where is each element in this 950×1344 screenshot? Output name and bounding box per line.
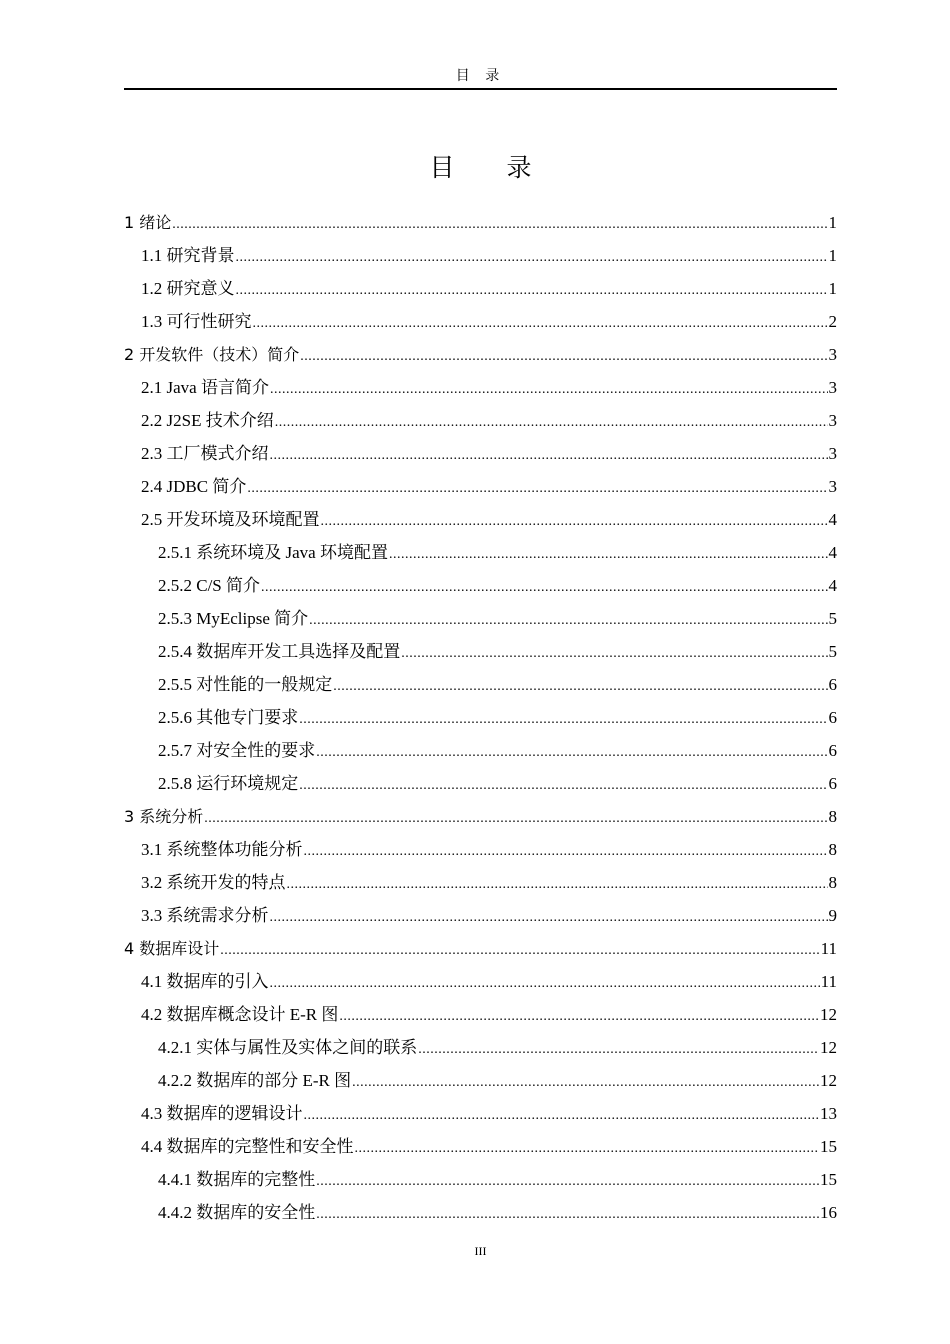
- toc-entry[interactable]: [124, 668, 837, 701]
- toc-entry-page: 3: [828, 345, 837, 364]
- toc-dot-leader: [275, 406, 828, 439]
- toc-entry-label: 1.1 研究背景: [141, 246, 235, 265]
- toc-entry[interactable]: [124, 404, 837, 437]
- toc-entry[interactable]: [124, 371, 837, 404]
- toc-entry-label: 2.5.6 其他专门要求: [158, 708, 299, 727]
- toc-entry-label: 2.5.3 MyEclipse 简介: [158, 609, 309, 628]
- toc-entry[interactable]: [124, 503, 837, 536]
- toc-entry[interactable]: [124, 470, 837, 503]
- toc-dot-leader: [418, 1033, 819, 1066]
- toc-dot-leader: [172, 208, 827, 241]
- toc-entry[interactable]: [124, 635, 837, 668]
- toc-entry[interactable]: [124, 1163, 837, 1196]
- toc-entry[interactable]: [124, 338, 837, 371]
- toc-dot-leader: [270, 373, 828, 406]
- toc-dot-leader: [304, 835, 828, 868]
- toc-entry[interactable]: [124, 206, 837, 239]
- toc-dot-leader: [270, 439, 828, 472]
- toc-entry[interactable]: [124, 866, 837, 899]
- toc-entry-page: 12: [820, 1005, 837, 1024]
- toc-entry-page: 1: [828, 213, 837, 232]
- toc-dot-leader: [204, 802, 827, 835]
- toc-dot-leader: [299, 703, 827, 736]
- toc-entry[interactable]: [124, 1130, 837, 1163]
- toc-entry-page: 4: [828, 543, 837, 562]
- toc-entry-page: 11: [820, 972, 837, 991]
- toc-entry-label: 4.4.2 数据库的安全性: [158, 1203, 316, 1222]
- toc-entry[interactable]: [124, 272, 837, 305]
- toc-dot-leader: [247, 472, 827, 505]
- toc-entry-page: 16: [820, 1203, 837, 1222]
- toc-entry[interactable]: [124, 305, 837, 338]
- toc-entry-label: 2 开发软件（技术）简介: [124, 345, 300, 364]
- toc-entry-label: 4.3 数据库的逻辑设计: [141, 1104, 303, 1123]
- toc-entry-label: 2.5.5 对性能的一般规定: [158, 675, 333, 694]
- toc-entry-page: 15: [820, 1170, 837, 1189]
- toc-entry[interactable]: [124, 767, 837, 800]
- toc-entry-label: 4.1 数据库的引入: [141, 972, 269, 991]
- toc-entry-label: 1 绪论: [124, 213, 172, 232]
- toc-entry-label: 2.3 工厂模式介绍: [141, 444, 269, 463]
- toc-dot-leader: [352, 1066, 819, 1099]
- toc-dot-leader: [300, 340, 827, 373]
- toc-dot-leader: [316, 1165, 819, 1198]
- header-rule: [124, 88, 837, 90]
- running-header: 目 录: [455, 69, 506, 84]
- toc-entry[interactable]: [124, 602, 837, 635]
- toc-entry-label: 2.5.8 运行环境规定: [158, 774, 299, 793]
- toc-dot-leader: [236, 241, 828, 274]
- toc-dot-leader: [287, 868, 828, 901]
- toc-list: [124, 206, 837, 1229]
- toc-dot-leader: [304, 1099, 820, 1132]
- toc-entry[interactable]: [124, 932, 837, 965]
- toc-entry[interactable]: [124, 998, 837, 1031]
- toc-entry-page: 4: [828, 510, 837, 529]
- toc-entry-page: 2: [828, 312, 837, 331]
- toc-entry-page: 6: [828, 774, 837, 793]
- toc-dot-leader: [270, 967, 820, 1000]
- toc-entry[interactable]: [124, 437, 837, 470]
- toc-entry[interactable]: [124, 239, 837, 272]
- toc-dot-leader: [270, 901, 828, 934]
- toc-dot-leader: [299, 769, 827, 802]
- toc-entry-label: 3.2 系统开发的特点: [141, 873, 286, 892]
- toc-dot-leader: [339, 1000, 819, 1033]
- toc-entry-label: 2.5 开发环境及环境配置: [141, 510, 320, 529]
- toc-entry[interactable]: [124, 1196, 837, 1229]
- toc-entry-label: 1.3 可行性研究: [141, 312, 252, 331]
- toc-entry-page: 3: [828, 378, 837, 397]
- toc-entry-page: 13: [820, 1104, 837, 1123]
- toc-entry-label: 1.2 研究意义: [141, 279, 235, 298]
- toc-dot-leader: [389, 538, 828, 571]
- toc-entry-page: 8: [828, 840, 837, 859]
- toc-dot-leader: [316, 736, 827, 769]
- toc-dot-leader: [253, 307, 828, 340]
- toc-entry[interactable]: [124, 701, 837, 734]
- toc-dot-leader: [316, 1198, 819, 1231]
- toc-entry-page: 4: [828, 576, 837, 595]
- toc-entry[interactable]: [124, 899, 837, 932]
- toc-entry-page: 8: [828, 873, 837, 892]
- toc-dot-leader: [333, 670, 827, 703]
- toc-entry-page: 12: [820, 1071, 837, 1090]
- toc-dot-leader: [261, 571, 827, 604]
- toc-dot-leader: [309, 604, 827, 637]
- toc-entry-label: 2.5.1 系统环境及 Java 环境配置: [158, 543, 388, 562]
- toc-dot-leader: [236, 274, 828, 307]
- toc-entry-page: 5: [828, 609, 837, 628]
- toc-entry-page: 3: [828, 411, 837, 430]
- toc-entry-label: 3.3 系统需求分析: [141, 906, 269, 925]
- toc-entry[interactable]: [124, 833, 837, 866]
- page-number: III: [474, 1244, 487, 1258]
- toc-entry-label: 2.5.4 数据库开发工具选择及配置: [158, 642, 401, 661]
- toc-entry-label: 4.2 数据库概念设计 E-R 图: [141, 1005, 339, 1024]
- toc-entry-label: 4.2.1 实体与属性及实体之间的联系: [158, 1038, 418, 1057]
- toc-dot-leader: [355, 1132, 820, 1165]
- toc-entry-label: 2.5.7 对安全性的要求: [158, 741, 316, 760]
- toc-dot-leader: [321, 505, 828, 538]
- toc-entry-page: 3: [828, 477, 837, 496]
- toc-entry-label: 2.4 JDBC 简介: [141, 477, 247, 496]
- toc-entry-page: 5: [828, 642, 837, 661]
- toc-entry-page: 15: [820, 1137, 837, 1156]
- toc-entry-page: 1: [828, 279, 837, 298]
- toc-entry[interactable]: [124, 1064, 837, 1097]
- toc-title: 目 录: [429, 153, 532, 182]
- toc-entry[interactable]: [124, 800, 837, 833]
- toc-entry-page: 12: [820, 1038, 837, 1057]
- toc-entry-page: 8: [828, 807, 837, 826]
- toc-entry-label: 2.5.2 C/S 简介: [158, 576, 261, 595]
- toc-entry-page: 3: [828, 444, 837, 463]
- toc-entry[interactable]: [124, 536, 837, 569]
- toc-entry-page: 6: [828, 708, 837, 727]
- toc-entry-label: 2.2 J2SE 技术介绍: [141, 411, 274, 430]
- toc-entry-page: 1: [828, 246, 837, 265]
- toc-entry-page: 9: [828, 906, 837, 925]
- toc-entry-label: 4.2.2 数据库的部分 E-R 图: [158, 1071, 352, 1090]
- toc-entry-label: 3 系统分析: [124, 807, 204, 826]
- toc-entry-page: 11: [820, 939, 837, 958]
- toc-entry-label: 4.4 数据库的完整性和安全性: [141, 1137, 354, 1156]
- toc-entry-label: 4 数据库设计: [124, 939, 220, 958]
- toc-entry-page: 6: [828, 741, 837, 760]
- toc-entry[interactable]: [124, 734, 837, 767]
- toc-entry-label: 4.4.1 数据库的完整性: [158, 1170, 316, 1189]
- toc-entry[interactable]: [124, 965, 837, 998]
- toc-entry[interactable]: [124, 569, 837, 602]
- toc-entry-page: 6: [828, 675, 837, 694]
- toc-entry-label: 2.1 Java 语言简介: [141, 378, 269, 397]
- toc-dot-leader: [401, 637, 827, 670]
- toc-entry[interactable]: [124, 1031, 837, 1064]
- toc-entry[interactable]: [124, 1097, 837, 1130]
- toc-entry-label: 3.1 系统整体功能分析: [141, 840, 303, 859]
- toc-dot-leader: [220, 934, 819, 967]
